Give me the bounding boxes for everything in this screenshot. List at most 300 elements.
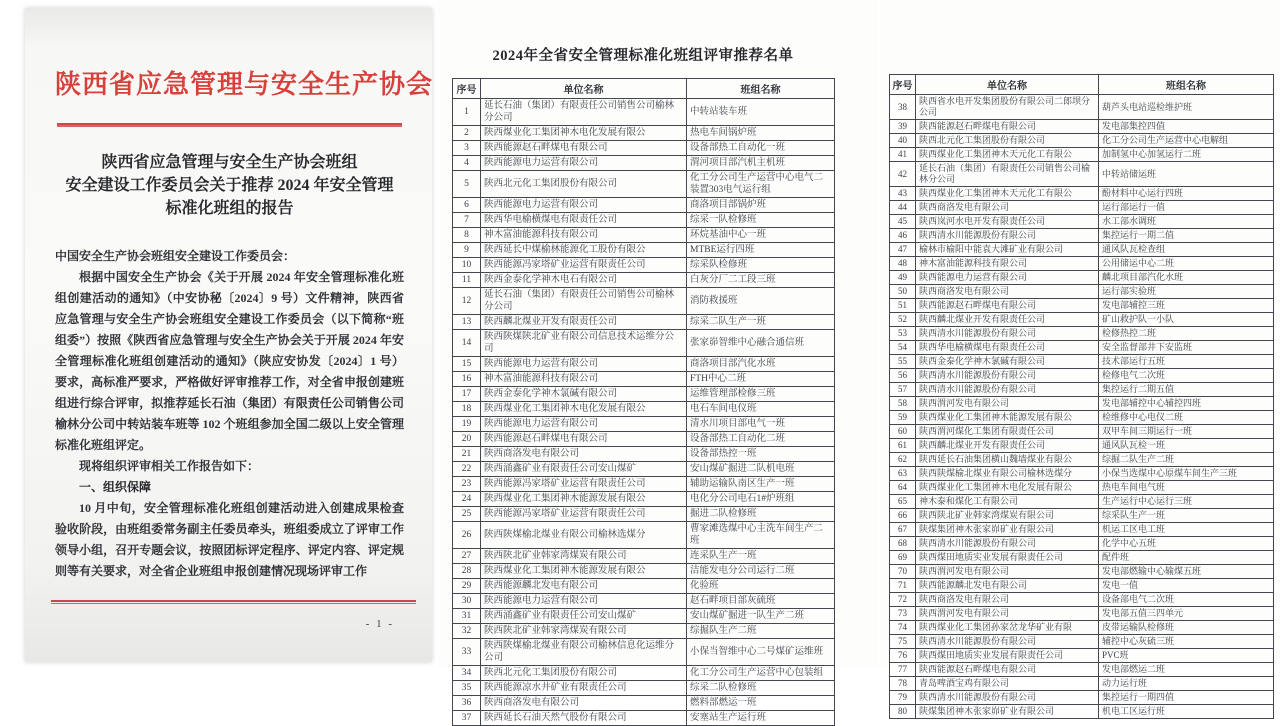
section-heading: 一、组织保障 bbox=[79, 480, 152, 494]
team-name: 安塞站生产运行班 bbox=[687, 711, 835, 726]
unit-name: 陕西煤业化工集团神木天元化工有限公 bbox=[916, 148, 1099, 162]
row-number: 4 bbox=[453, 156, 481, 171]
unit-name: 神木富油能源科技有限公司 bbox=[481, 228, 687, 243]
table-row bbox=[890, 579, 1274, 593]
team-name: 检维修中心电仪二班 bbox=[1099, 411, 1274, 425]
table-row bbox=[890, 467, 1274, 481]
row-number: 67 bbox=[890, 523, 916, 537]
unit-name: 陕西能源电力运营有限公司 bbox=[481, 156, 687, 171]
row-number: 43 bbox=[890, 187, 916, 201]
document-title-line1: 陕西省应急管理与安全生产协会班组 bbox=[101, 154, 358, 171]
row-number: 12 bbox=[453, 288, 481, 315]
unit-name: 陕西煤田地质实业发展有限责任公司 bbox=[916, 649, 1099, 663]
row-number: 17 bbox=[453, 387, 481, 402]
row-number: 54 bbox=[890, 341, 916, 355]
row-number: 79 bbox=[890, 691, 916, 705]
unit-name: 陕西陕煤榆北煤业有限公司榆林选煤分 bbox=[916, 467, 1099, 481]
row-number: 25 bbox=[453, 507, 481, 522]
table-row bbox=[453, 387, 835, 402]
team-name: 化验班 bbox=[687, 579, 835, 594]
row-number: 45 bbox=[890, 215, 916, 229]
unit-name: 陕西延长中煤榆林能源化工股份有限公 bbox=[481, 243, 687, 258]
unit-name: 神木富油能源科技有限公司 bbox=[481, 372, 687, 387]
unit-name: 陕西陕北矿业韩家湾煤炭有限公司 bbox=[481, 624, 687, 639]
unit-name: 陕西麟北煤业开发有限责任公司 bbox=[481, 315, 687, 330]
team-name: 化工分公司生产运营中心包装组 bbox=[687, 666, 835, 681]
team-name: 辅助运输队南区生产一班 bbox=[687, 477, 835, 492]
team-name: 曹家滩选煤中心主洗车间生产二班 bbox=[687, 522, 835, 549]
unit-name: 陕西延长石油天然气股份有限公司 bbox=[481, 711, 687, 726]
table-row bbox=[453, 141, 835, 156]
row-number: 13 bbox=[453, 315, 481, 330]
table-row bbox=[453, 156, 835, 171]
table-row bbox=[453, 315, 835, 330]
team-name: FTH中心二班 bbox=[687, 372, 835, 387]
team-name: 安全监督部井下安监班 bbox=[1099, 341, 1274, 355]
unit-name: 陕西陕北矿业韩家湾煤炭有限公司 bbox=[916, 509, 1099, 523]
unit-name: 陕西延长石油集团横山魏墙煤业有限公 bbox=[916, 453, 1099, 467]
table-row bbox=[890, 537, 1274, 551]
team-name: 消防救援班 bbox=[687, 288, 835, 315]
unit-name: 陕西清水川能源股份有限公司 bbox=[916, 635, 1099, 649]
row-number: 52 bbox=[890, 313, 916, 327]
unit-name: 陕西能源赵石畔煤电有限公司 bbox=[916, 120, 1099, 134]
unit-name: 陕西商洛发电有限公司 bbox=[481, 696, 687, 711]
team-name: 商洛项目部汽化水班 bbox=[687, 357, 835, 372]
table-row bbox=[453, 198, 835, 213]
table-row bbox=[890, 691, 1274, 705]
row-number: 68 bbox=[890, 537, 916, 551]
unit-name: 陕西商洛发电有限公司 bbox=[916, 201, 1099, 215]
row-number: 37 bbox=[453, 711, 481, 726]
unit-name: 陕西华电榆横煤电有限责任公司 bbox=[916, 341, 1099, 355]
paragraph-lead-in: 现将组织评审相关工作报告如下： bbox=[79, 459, 260, 473]
row-number: 18 bbox=[453, 402, 481, 417]
table-row bbox=[453, 357, 835, 372]
row-number: 10 bbox=[453, 258, 481, 273]
table-row bbox=[890, 607, 1274, 621]
row-number: 51 bbox=[890, 299, 916, 313]
team-name: 运行部运行一值 bbox=[1099, 201, 1274, 215]
team-name: 双甲车间三期运行一班 bbox=[1099, 425, 1274, 439]
team-name: 安山煤矿掘进二队机电班 bbox=[687, 462, 835, 477]
table-row bbox=[890, 243, 1274, 257]
table-row bbox=[890, 187, 1274, 201]
unit-name: 陕煤集团神木张家峁矿业有限公司 bbox=[916, 705, 1099, 719]
paragraph-organization: 10 月中旬，安全管理标准化班组创建活动进入创建成果检查验收阶段，由班组委常务副主任委员牵头，班组委成立了评审工作领导小组，召开专题会议，按照团标评定程序、评定内容、评定规则等有关要求，对全省企业班组申报创建情况现场评审工作 bbox=[55, 501, 404, 578]
unit-name: 神木泰和煤化工有限公司 bbox=[916, 495, 1099, 509]
row-number: 21 bbox=[453, 447, 481, 462]
table-row bbox=[890, 162, 1274, 187]
unit-name: 陕西陕北矿业韩家湾煤炭有限公司 bbox=[481, 549, 687, 564]
row-number: 7 bbox=[453, 213, 481, 228]
association-letterhead: 陕西省应急管理与安全生产协会 bbox=[55, 69, 434, 99]
unit-name: 陕西商洛发电有限公司 bbox=[916, 285, 1099, 299]
team-name: 热电车间电气班 bbox=[1099, 481, 1274, 495]
row-number: 77 bbox=[890, 663, 916, 677]
unit-name: 延长石油（集团）有限责任公司销售公司榆林分公司 bbox=[481, 288, 687, 315]
team-name: 设备部电气二次班 bbox=[1099, 593, 1274, 607]
table-row bbox=[890, 313, 1274, 327]
row-number: 14 bbox=[453, 330, 481, 357]
team-name: 渭河项目部汽机主机班 bbox=[687, 156, 835, 171]
unit-name: 榆林市榆阳中能袁大滩矿业有限公司 bbox=[916, 243, 1099, 257]
team-name: 酚材料中心运行四班 bbox=[1099, 187, 1274, 201]
unit-name: 陕西煤业化工集团神木能源发展有限公 bbox=[481, 492, 687, 507]
row-number: 72 bbox=[890, 593, 916, 607]
unit-name: 陕西渭河发电有限公司 bbox=[916, 397, 1099, 411]
unit-name: 陕西渭河煤化工集团有限责任公司 bbox=[916, 425, 1099, 439]
table-row bbox=[453, 432, 835, 447]
row-number: 20 bbox=[453, 432, 481, 447]
table-row bbox=[890, 593, 1274, 607]
table-row bbox=[453, 99, 835, 126]
header-serial-number: 序号 bbox=[890, 75, 916, 95]
row-number: 62 bbox=[890, 453, 916, 467]
row-number: 31 bbox=[453, 609, 481, 624]
table-row bbox=[453, 711, 835, 726]
unit-name: 陕西商洛发电有限公司 bbox=[481, 447, 687, 462]
row-number: 63 bbox=[890, 467, 916, 481]
table-row bbox=[453, 447, 835, 462]
team-name: 通风队瓦检查组 bbox=[1099, 243, 1274, 257]
unit-name: 陕西涌鑫矿业有限责任公司安山煤矿 bbox=[481, 609, 687, 624]
row-number: 9 bbox=[453, 243, 481, 258]
row-number: 2 bbox=[453, 126, 481, 141]
row-number: 16 bbox=[453, 372, 481, 387]
table-row bbox=[890, 327, 1274, 341]
unit-name: 陕西北元化工集团股份有限公司 bbox=[481, 666, 687, 681]
table-row bbox=[453, 477, 835, 492]
unit-name: 陕西能源赵石畔煤电有限公司 bbox=[916, 663, 1099, 677]
row-number: 8 bbox=[453, 228, 481, 243]
team-name: 综采队检修班 bbox=[687, 258, 835, 273]
team-name: 发电部燃运二班 bbox=[1099, 663, 1274, 677]
unit-name: 陕西北元化工集团股份有限公司 bbox=[481, 171, 687, 198]
table-row bbox=[890, 341, 1274, 355]
row-number: 56 bbox=[890, 369, 916, 383]
team-name: 环烷基油中心一班 bbox=[687, 228, 835, 243]
table-header-row bbox=[453, 79, 835, 99]
unit-name: 陕西省水电开发集团股份有限公司二郎坝分公司 bbox=[916, 95, 1099, 120]
row-number: 39 bbox=[890, 120, 916, 134]
row-number: 15 bbox=[453, 357, 481, 372]
team-name: 设备部热工自动化二班 bbox=[687, 432, 835, 447]
unit-name: 陕西煤业化工集团神木电化发展有限公 bbox=[481, 402, 687, 417]
team-name: 设备部热控一班 bbox=[687, 447, 835, 462]
header-serial-number: 序号 bbox=[453, 79, 481, 99]
document-title-line2: 安全建设工作委员会关于推荐 2024 年安全管理 bbox=[65, 177, 394, 194]
table-row bbox=[453, 228, 835, 243]
team-name: 辅控中心灰硫三班 bbox=[1099, 635, 1274, 649]
row-number: 60 bbox=[890, 425, 916, 439]
unit-name: 陕煤集团神木张家峁矿业有限公司 bbox=[916, 523, 1099, 537]
unit-name: 陕西陕煤榆北煤业有限公司榆林选煤分 bbox=[481, 522, 687, 549]
unit-name: 陕西能源电力运营有限公司 bbox=[481, 357, 687, 372]
team-name: 集控运行一期四值 bbox=[1099, 691, 1274, 705]
table-row bbox=[890, 271, 1274, 285]
team-name: 综采二队检修班 bbox=[687, 681, 835, 696]
unit-name: 陕西煤业化工集团神木能源发展有限公 bbox=[916, 411, 1099, 425]
unit-name: 延长石油（集团）有限责任公司销售公司榆林分公司 bbox=[481, 99, 687, 126]
row-number: 27 bbox=[453, 549, 481, 564]
unit-name: 陕西陕煤陕北矿业有限公司信息技术运维分公司 bbox=[481, 330, 687, 357]
table-row bbox=[890, 95, 1274, 120]
team-name: 化学中心五班 bbox=[1099, 537, 1274, 551]
table-row bbox=[453, 624, 835, 639]
row-number: 69 bbox=[890, 551, 916, 565]
table-row bbox=[890, 705, 1274, 719]
table-row bbox=[453, 666, 835, 681]
roster-page-1 bbox=[438, 0, 878, 723]
unit-name: 陕西能源冯家塔矿业运营有限责任公司 bbox=[481, 507, 687, 522]
table-row bbox=[890, 635, 1274, 649]
row-number: 48 bbox=[890, 257, 916, 271]
row-number: 73 bbox=[890, 607, 916, 621]
roster-title: 2024年全省安全管理标准化班组评审推荐名单 bbox=[492, 48, 794, 64]
table-row bbox=[453, 126, 835, 141]
document-title-line3: 标准化班组的报告 bbox=[165, 200, 294, 217]
table-row bbox=[890, 299, 1274, 313]
team-name: 白灰分厂二工段三班 bbox=[687, 273, 835, 288]
row-number: 22 bbox=[453, 462, 481, 477]
unit-name: 延长石油（集团）有限责任公司销售公司榆林分公司 bbox=[916, 162, 1099, 187]
table-row bbox=[890, 383, 1274, 397]
unit-name: 陕西能源赵石畔煤电有限公司 bbox=[481, 141, 687, 156]
table-row bbox=[890, 257, 1274, 271]
unit-name: 陕西麟北煤业开发有限责任公司 bbox=[916, 313, 1099, 327]
unit-name: 陕西清水川能源股份有限公司 bbox=[916, 691, 1099, 705]
table-row bbox=[890, 509, 1274, 523]
table-row bbox=[890, 621, 1274, 635]
unit-name: 陕西能源麟北发电有限公司 bbox=[481, 579, 687, 594]
unit-name: 陕西煤业化工集团神木电化发展有限公 bbox=[916, 481, 1099, 495]
unit-name: 陕西清水川能源股份有限公司 bbox=[916, 229, 1099, 243]
roster-page-2 bbox=[880, 0, 1280, 716]
row-number: 66 bbox=[890, 509, 916, 523]
unit-name: 陕西北元化工集团股份有限公司 bbox=[916, 134, 1099, 148]
row-number: 76 bbox=[890, 649, 916, 663]
table-header-row bbox=[890, 75, 1274, 95]
table-row bbox=[453, 492, 835, 507]
row-number: 34 bbox=[453, 666, 481, 681]
row-number: 28 bbox=[453, 564, 481, 579]
table-row bbox=[453, 462, 835, 477]
team-name: 运维管理部检修三班 bbox=[687, 387, 835, 402]
table-row bbox=[453, 213, 835, 228]
team-name: 综采队生产一班 bbox=[1099, 509, 1274, 523]
unit-name: 陕西麟北煤业开发有限责任公司 bbox=[916, 439, 1099, 453]
table-row bbox=[453, 639, 835, 666]
team-name: 综采一队检修班 bbox=[687, 213, 835, 228]
table-row bbox=[890, 425, 1274, 439]
unit-name: 陕西金泰化学神木电石有限公司 bbox=[481, 273, 687, 288]
table-row bbox=[890, 439, 1274, 453]
team-name: 机运工区电工班 bbox=[1099, 523, 1274, 537]
table-row bbox=[890, 565, 1274, 579]
table-row bbox=[453, 696, 835, 711]
row-number: 59 bbox=[890, 411, 916, 425]
team-name: 动力运行班 bbox=[1099, 677, 1274, 691]
table-row bbox=[453, 594, 835, 609]
table-row bbox=[890, 229, 1274, 243]
team-name: 综掘队生产二班 bbox=[687, 624, 835, 639]
row-number: 29 bbox=[453, 579, 481, 594]
unit-name: 陕西清水川能源股份有限公司 bbox=[916, 537, 1099, 551]
team-name: 配件班 bbox=[1099, 551, 1274, 565]
table-row bbox=[890, 369, 1274, 383]
row-number: 30 bbox=[453, 594, 481, 609]
unit-name: 陕西能源赵石畔煤电有限公司 bbox=[481, 432, 687, 447]
recommendation-table-rows-1-37 bbox=[452, 78, 835, 726]
unit-name: 陕西华电榆横煤电有限责任公司 bbox=[481, 213, 687, 228]
document-body bbox=[55, 246, 404, 582]
table-row bbox=[453, 549, 835, 564]
table-row bbox=[890, 201, 1274, 215]
row-number: 32 bbox=[453, 624, 481, 639]
team-name: 综采二队生产一班 bbox=[687, 315, 835, 330]
unit-name: 陕西能源冯家塔矿业运营有限责任公司 bbox=[481, 477, 687, 492]
table-row bbox=[453, 417, 835, 432]
team-name: 洁能发电分公司运行二班 bbox=[687, 564, 835, 579]
recommendation-table-rows-38-80 bbox=[889, 74, 1274, 719]
row-number: 3 bbox=[453, 141, 481, 156]
letterhead-divider bbox=[57, 123, 402, 127]
unit-name: 陕西能源凉水井矿业有限责任公司 bbox=[481, 681, 687, 696]
team-name: 发电部五值三四单元 bbox=[1099, 607, 1274, 621]
table-row bbox=[890, 649, 1274, 663]
team-name: 商洛项目部锅炉班 bbox=[687, 198, 835, 213]
unit-name: 陕西能源电力运营有限公司 bbox=[481, 594, 687, 609]
table-row bbox=[890, 677, 1274, 691]
row-number: 5 bbox=[453, 171, 481, 198]
unit-name: 陕西清水川能源股份有限公司 bbox=[916, 383, 1099, 397]
unit-name: 陕西岚河水电开发有限责任公司 bbox=[916, 215, 1099, 229]
row-number: 75 bbox=[890, 635, 916, 649]
team-name: 水工部水调班 bbox=[1099, 215, 1274, 229]
row-number: 38 bbox=[890, 95, 916, 120]
table-row bbox=[890, 285, 1274, 299]
team-name: 发电部集控四值 bbox=[1099, 120, 1274, 134]
row-number: 35 bbox=[453, 681, 481, 696]
row-number: 61 bbox=[890, 439, 916, 453]
footer-divider bbox=[51, 600, 416, 604]
table-row bbox=[890, 148, 1274, 162]
unit-name: 陕西煤业化工集团神木能源发展有限公 bbox=[481, 564, 687, 579]
table-row bbox=[453, 507, 835, 522]
row-number: 42 bbox=[890, 162, 916, 187]
team-name: 化工分公司生产运营中心电解组 bbox=[1099, 134, 1274, 148]
team-name: 集控运行一期二值 bbox=[1099, 229, 1274, 243]
table-row bbox=[453, 288, 835, 315]
team-name: 通风队瓦检一班 bbox=[1099, 439, 1274, 453]
table-row bbox=[890, 411, 1274, 425]
table-row bbox=[890, 397, 1274, 411]
team-name: 技术部运行五班 bbox=[1099, 355, 1274, 369]
table-row bbox=[890, 551, 1274, 565]
row-number: 57 bbox=[890, 383, 916, 397]
table-row bbox=[890, 134, 1274, 148]
header-unit-name: 单位名称 bbox=[481, 79, 687, 99]
team-name: 安山煤矿掘进一队生产二班 bbox=[687, 609, 835, 624]
row-number: 41 bbox=[890, 148, 916, 162]
table-row bbox=[890, 120, 1274, 134]
team-name: 葫芦头电站巡检维护班 bbox=[1099, 95, 1274, 120]
row-number: 24 bbox=[453, 492, 481, 507]
table-row bbox=[890, 215, 1274, 229]
unit-name: 陕西渭河发电有限公司 bbox=[916, 565, 1099, 579]
team-name: 赵石畔项目部灰硫班 bbox=[687, 594, 835, 609]
row-number: 23 bbox=[453, 477, 481, 492]
row-number: 65 bbox=[890, 495, 916, 509]
team-name: 加制氢中心加氢运行二班 bbox=[1099, 148, 1274, 162]
team-name: 电石车间电仪班 bbox=[687, 402, 835, 417]
team-name: 矿山救护队一小队 bbox=[1099, 313, 1274, 327]
unit-name: 陕西陕煤榆北煤业有限公司榆林信息化运维分公司 bbox=[481, 639, 687, 666]
table-row bbox=[453, 171, 835, 198]
team-name: 生产运行中心运行三班 bbox=[1099, 495, 1274, 509]
row-number: 47 bbox=[890, 243, 916, 257]
unit-name: 陕西渭河发电有限公司 bbox=[916, 607, 1099, 621]
header-team-name: 班组名称 bbox=[687, 79, 835, 99]
table-row bbox=[453, 330, 835, 357]
team-name: MTBE运行四班 bbox=[687, 243, 835, 258]
row-number: 46 bbox=[890, 229, 916, 243]
table-row bbox=[453, 609, 835, 624]
row-number: 6 bbox=[453, 198, 481, 213]
table-row bbox=[453, 273, 835, 288]
report-page-1 bbox=[25, 8, 432, 662]
row-number: 49 bbox=[890, 271, 916, 285]
row-number: 19 bbox=[453, 417, 481, 432]
row-number: 64 bbox=[890, 481, 916, 495]
unit-name: 陕西煤业化工集团孙家岔龙华矿业有限 bbox=[916, 621, 1099, 635]
team-name: 麟北项目部汽化水班 bbox=[1099, 271, 1274, 285]
team-name: 中转站装车班 bbox=[687, 99, 835, 126]
document-title bbox=[55, 151, 404, 220]
unit-name: 陕西能源赵石畔煤电有限公司 bbox=[916, 299, 1099, 313]
team-name: 小保当选煤中心原煤车间生产三班 bbox=[1099, 467, 1274, 481]
team-name: 电化分公司电石1#炉班组 bbox=[687, 492, 835, 507]
team-name: 燃料部燃运一班 bbox=[687, 696, 835, 711]
header-team-name: 班组名称 bbox=[1099, 75, 1274, 95]
team-name: 检修电气二次班 bbox=[1099, 369, 1274, 383]
unit-name: 陕西清水川能源股份有限公司 bbox=[916, 369, 1099, 383]
table-row bbox=[890, 355, 1274, 369]
unit-name: 陕西金泰化学神木氯碱有限公司 bbox=[481, 387, 687, 402]
row-number: 33 bbox=[453, 639, 481, 666]
team-name: 皮带运输队检修班 bbox=[1099, 621, 1274, 635]
table-row bbox=[453, 522, 835, 549]
unit-name: 陕西煤业化工集团神木天元化工有限公 bbox=[916, 187, 1099, 201]
row-number: 78 bbox=[890, 677, 916, 691]
table-row bbox=[890, 523, 1274, 537]
team-name: 掘进二队检修班 bbox=[687, 507, 835, 522]
team-name: 连采队生产一班 bbox=[687, 549, 835, 564]
row-number: 11 bbox=[453, 273, 481, 288]
unit-name: 陕西能源冯家塔矿业运营有限责任公司 bbox=[481, 258, 687, 273]
table-row bbox=[890, 495, 1274, 509]
table-row bbox=[453, 402, 835, 417]
unit-name: 神木富油能源科技有限公司 bbox=[916, 257, 1099, 271]
row-number: 1 bbox=[453, 99, 481, 126]
team-name: 机电工区运行班 bbox=[1099, 705, 1274, 719]
table-row bbox=[453, 258, 835, 273]
row-number: 70 bbox=[890, 565, 916, 579]
team-name: 张家峁智维中心融合通信班 bbox=[687, 330, 835, 357]
unit-name: 陕西能源麟北发电有限公司 bbox=[916, 579, 1099, 593]
team-name: 小保当智维中心二号煤矿运维班 bbox=[687, 639, 835, 666]
